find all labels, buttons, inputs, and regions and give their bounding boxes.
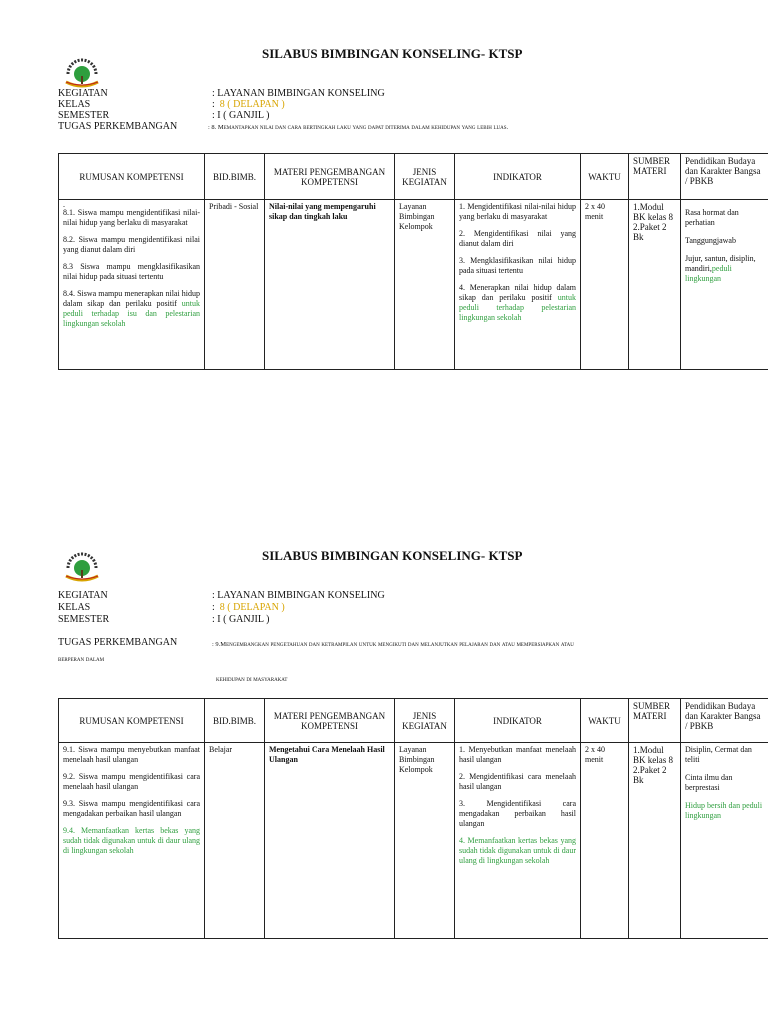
indikator-item: 1. Menyebutkan manfaat menelaah hasil ulangan [459, 745, 576, 764]
jenis-cell: Layanan Bimbingan Kelompok [395, 200, 455, 370]
kegiatan-label: KEGIATAN [58, 88, 108, 99]
jenis-cell: Layanan Bimbingan Kelompok [395, 743, 455, 939]
sumber-cell: 1.Modul BK kelas 8 2.Paket 2 Bk [629, 200, 681, 370]
header-indikator: INDIKATOR [455, 699, 581, 743]
kompetensi-item: 9.2. Siswa mampu mengidentifikasi cara menelaah hasil ulangan [63, 772, 200, 791]
materi-cell: Nilai-nilai yang mempengaruhi sikap dan tingkah laku [265, 200, 395, 370]
header-budaya: Pendidikan Budaya dan Karakter Bangsa / PBKB [681, 154, 768, 200]
syllabus-table-2 [58, 698, 768, 939]
header-waktu: WAKTU [581, 699, 629, 743]
header-waktu: WAKTU [581, 154, 629, 200]
kelas-prefix: : [212, 99, 215, 110]
kompetensi-item: 8.2. Siswa mampu mengidentifikasi nilai yang dianut dalam diri [63, 235, 200, 254]
rumusan-cell [59, 743, 205, 939]
indikator-item: 1. Mengidentifikasi nilai-nilai hidup yang berlaku di masyarakat [459, 202, 576, 221]
header-sumber: SUMBER MATERI [629, 154, 681, 200]
header-rumusan: RUMUSAN KOMPETENSI [59, 154, 205, 200]
school-logo [60, 52, 104, 92]
kelas-label: KELAS [58, 602, 91, 613]
kelas-label: KELAS [58, 99, 91, 110]
kegiatan-label: KEGIATAN [58, 590, 108, 601]
header-indikator: INDIKATOR [455, 154, 581, 200]
school-logo [60, 546, 104, 586]
indikator-item: 2. Mengidentifikasi cara menelaah hasil ulangan [459, 772, 576, 791]
bid-cell: Belajar [205, 743, 265, 939]
semester-label: SEMESTER [58, 614, 110, 625]
header-materi: MATERI PENGEMBANGAN KOMPETENSI [265, 154, 395, 200]
budaya-cell: Rasa hormat dan perhatian Tanggungjawab Jujur, santun, disiplin, mandiri,peduli lingkungan [681, 200, 768, 370]
indikator-item: 3. Mengidentifikasi cara mengadakan perbaikan hasil ulangan [459, 799, 576, 828]
semester-label: SEMESTER [58, 110, 110, 121]
waktu-cell: 2 x 40 menit [581, 200, 629, 370]
bid-cell: Pribadi - Sosial [205, 200, 265, 370]
header-rumusan: RUMUSAN KOMPETENSI [59, 699, 205, 743]
indikator-cell [455, 200, 581, 370]
kompetensi-item: 8.3 Siswa mampu mengklasifikasikan nilai hidup pada situasi tertentu [63, 262, 200, 281]
rumusan-dot: . [63, 200, 65, 209]
header-bid: BID.BIMB. [205, 154, 265, 200]
page-title: SILABUS BIMBINGAN KONSELING- KTSP [262, 548, 523, 563]
kelas-value: 8 ( DELAPAN ) [219, 602, 285, 613]
tugas-value: : 8. Memantapkan nilai dan cara bertingkah laku yang dapat diterima dalam kehidupan yang lebih luas. [208, 124, 509, 131]
budaya-cell: Disiplin, Cermat dan teliti Cinta ilmu dan berprestasi Hidup bersih dan peduli lingkungan [681, 743, 768, 939]
tugas-continuation: kehidupan di masyarakat [216, 676, 288, 683]
semester-value: : I ( GANJIL ) [212, 110, 270, 121]
kelas-value: 8 ( DELAPAN ) [219, 99, 285, 110]
materi-cell: Mengetahui Cara Menelaah Hasil Ulangan [265, 743, 395, 939]
header-jenis: JENIS KEGIATAN [395, 154, 455, 200]
rumusan-cell [59, 200, 205, 370]
sumber-cell: 1.Modul BK kelas 8 2.Paket 2 Bk [629, 743, 681, 939]
indikator-item: 4. Memanfaatkan kertas bekas yang sudah tidak digunakan untuk di daur ulang di lingkungan sekolah [459, 836, 576, 865]
indikator-item: 2. Mengidentifikasi nilai yang dianut dalam diri [459, 229, 576, 248]
waktu-cell: 2 x 40 menit [581, 743, 629, 939]
kegiatan-value: : LAYANAN BIMBINGAN KONSELING [212, 590, 385, 601]
semester-value: : I ( GANJIL ) [212, 614, 270, 625]
header-bid: BID.BIMB. [205, 699, 265, 743]
indikator-cell [455, 743, 581, 939]
tugas-label: TUGAS PERKEMBANGAN [58, 637, 178, 648]
tugas-label: TUGAS PERKEMBANGAN [58, 121, 178, 132]
kompetensi-item: 9.3. Siswa mampu mengidentifikasi cara mengadakan perbaikan hasil ulangan [63, 799, 200, 818]
syllabus-table-1 [58, 153, 768, 370]
kompetensi-item: 9.1. Siswa mampu menyebutkan manfaat menelaah hasil ulangan [63, 745, 200, 764]
indikator-item: 3. Mengklasifikasikan nilai hidup pada situasi tertentu [459, 256, 576, 275]
header-materi: MATERI PENGEMBANGAN KOMPETENSI [265, 699, 395, 743]
header-sumber: SUMBER MATERI [629, 699, 681, 743]
page-title: SILABUS BIMBINGAN KONSELING- KTSP [262, 46, 523, 61]
header-jenis: JENIS KEGIATAN [395, 699, 455, 743]
indikator-item: 4. Menerapkan nilai hidup dalam sikap dan perilaku positif untuk peduli terhadap pelestarian lingkungan sekolah [459, 283, 576, 322]
kegiatan-value: : LAYANAN BIMBINGAN KONSELING [212, 88, 385, 99]
kompetensi-item: 9.4. Memanfaatkan kertas bekas yang sudah tidak digunakan untuk di daur ulang di lingkungan sekolah [63, 826, 200, 855]
tugas-value: : 9.Mengembangkan pengetahuan dan ketrampilan untuk mengikuti dan melanjutkan pelajaran dan atau mempersiapkan atau [212, 641, 574, 648]
kompetensi-item: 8.4. Siswa mampu menerapkan nilai hidup dalam sikap dan perilaku positif untuk peduli terhadap isu dan pelestarian lingkungan sekolah [63, 289, 200, 328]
tugas-continuation: berperan dalam [58, 656, 105, 663]
kompetensi-item: 8.1. Siswa mampu mengidentifikasi nilai-nilai hidup yang berlaku di masyarakat [63, 208, 200, 227]
kelas-prefix: : [212, 602, 215, 613]
header-budaya: Pendidikan Budaya dan Karakter Bangsa / PBKB [681, 699, 768, 743]
